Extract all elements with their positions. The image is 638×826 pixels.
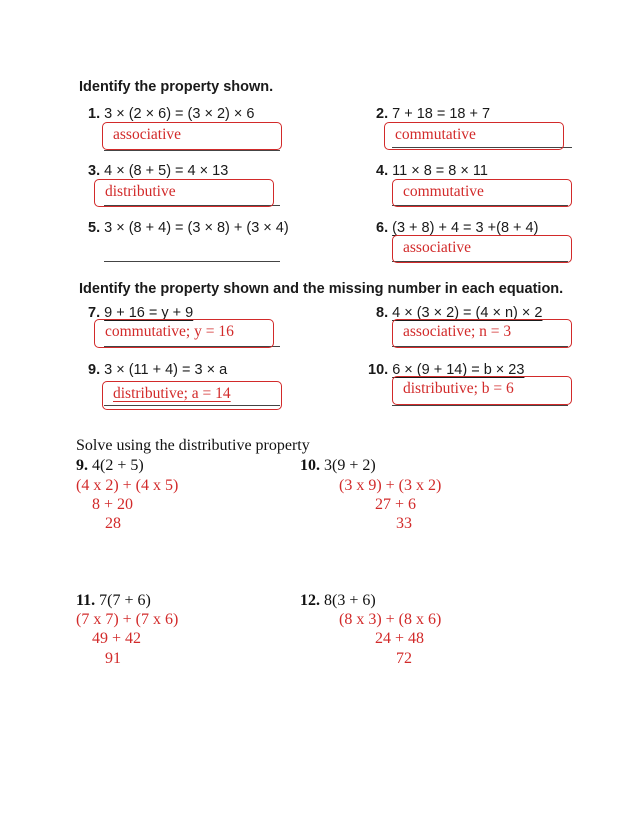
answer-text: associative xyxy=(113,126,182,143)
work-result: 72 xyxy=(396,650,412,667)
problem-number: 10. xyxy=(300,457,320,474)
answer-box-9[interactable] xyxy=(102,381,282,410)
problem-number: 9. xyxy=(76,457,88,474)
problem-number: 9. xyxy=(88,362,101,378)
problem-number: 7. xyxy=(88,305,101,321)
problem-expression: 9 + 16 = y + 9 xyxy=(104,305,194,321)
problem-expression: 3(9 + 2) xyxy=(324,457,376,474)
problem-1 xyxy=(88,106,254,122)
answer-text: distributive xyxy=(105,183,176,200)
section2-heading: Identify the property shown and the missing number in each equation. xyxy=(79,281,564,297)
work-result: 28 xyxy=(105,515,121,532)
answer-text: distributive; b = 6 xyxy=(403,380,514,397)
problem-number: 8. xyxy=(376,305,389,321)
solve-problem-10 xyxy=(300,457,376,475)
answer-box-7[interactable] xyxy=(94,319,274,348)
problem-expression: 3 × (8 + 4) = (3 × 8) + (3 × 4) xyxy=(104,220,289,236)
problem-number: 12. xyxy=(300,592,320,609)
problem-6 xyxy=(376,220,538,236)
problem-4 xyxy=(376,163,488,179)
work-step-1: (8 x 3) + (8 x 6) xyxy=(339,611,442,628)
work-step-1: (3 x 9) + (3 x 2) xyxy=(339,477,442,494)
problem-number: 5. xyxy=(88,220,101,236)
problem-number: 1. xyxy=(88,106,101,122)
solve-problem-11 xyxy=(76,592,151,610)
answer-text: commutative; y = 16 xyxy=(105,323,234,340)
answer-text: commutative xyxy=(395,126,476,143)
work-step-1: (4 x 2) + (4 x 5) xyxy=(76,477,179,494)
problem-9 xyxy=(88,362,227,378)
work-result: 33 xyxy=(396,515,412,532)
problem-number: 6. xyxy=(376,220,389,236)
problem-2 xyxy=(376,106,490,122)
problem-expression: 11 × 8 = 8 × 11 xyxy=(392,163,488,179)
answer-box-1[interactable] xyxy=(102,122,282,150)
answer-line xyxy=(392,405,568,406)
answer-line xyxy=(104,150,280,151)
answer-box-8[interactable] xyxy=(392,319,572,348)
problem-expression: 6 × (9 + 14) = b × 23 xyxy=(392,362,525,378)
problem-expression: (3 + 8) + 4 = 3 +(8 + 4) xyxy=(392,220,539,236)
answer-text: commutative xyxy=(403,183,484,200)
answer-box-10[interactable] xyxy=(392,376,572,405)
answer-box-3[interactable] xyxy=(94,179,274,207)
solve-problem-9 xyxy=(76,457,144,475)
problem-number: 3. xyxy=(88,163,101,179)
section3-heading: Solve using the distributive property xyxy=(76,437,310,454)
problem-expression: 7(7 + 6) xyxy=(99,592,151,609)
problem-number: 2. xyxy=(376,106,389,122)
work-step-2: 27 + 6 xyxy=(375,496,417,513)
problem-expression: 4 × (8 + 5) = 4 × 13 xyxy=(104,163,229,179)
answer-text: associative xyxy=(403,239,472,256)
problem-expression: 3 × (2 × 6) = (3 × 2) × 6 xyxy=(104,106,255,122)
problem-3 xyxy=(88,163,228,179)
problem-number: 4. xyxy=(376,163,389,179)
problem-expression: 4 × (3 × 2) = (4 × n) × 2 xyxy=(392,305,543,321)
problem-expression: 3 × (11 + 4) = 3 × a xyxy=(104,362,228,378)
problem-number: 10. xyxy=(368,362,389,378)
answer-text: distributive; a = 14 xyxy=(113,385,231,402)
answer-box-6[interactable] xyxy=(392,235,572,263)
work-step-2: 49 + 42 xyxy=(92,630,142,647)
work-step-2: 8 + 20 xyxy=(92,496,134,513)
problem-5 xyxy=(88,220,289,236)
work-step-1: (7 x 7) + (7 x 6) xyxy=(76,611,179,628)
problem-expression: 7 + 18 = 18 + 7 xyxy=(392,106,491,122)
section1-heading: Identify the property shown. xyxy=(79,79,274,95)
work-result: 91 xyxy=(105,650,121,667)
answer-box-2[interactable] xyxy=(384,122,564,150)
solve-problem-12 xyxy=(300,592,376,610)
answer-box-4[interactable] xyxy=(392,179,572,207)
answer-line-5[interactable] xyxy=(104,261,280,262)
work-step-2: 24 + 48 xyxy=(375,630,425,647)
problem-number: 11. xyxy=(76,592,96,609)
problem-expression: 8(3 + 6) xyxy=(324,592,376,609)
answer-text: associative; n = 3 xyxy=(403,323,512,340)
problem-expression: 4(2 + 5) xyxy=(92,457,144,474)
